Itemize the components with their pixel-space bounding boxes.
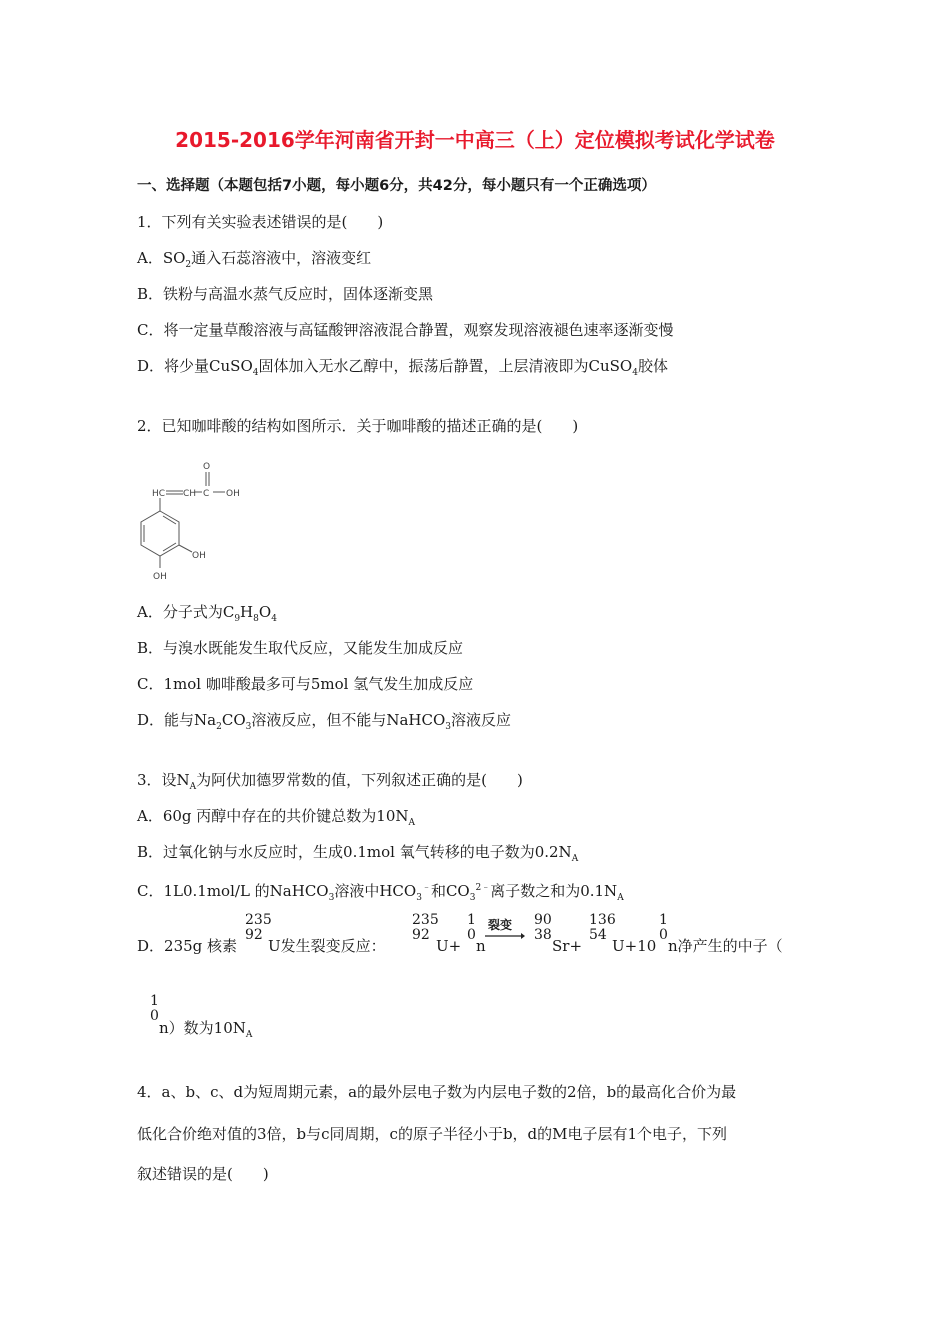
atom-hc: HC — [152, 489, 166, 499]
q1-option-b: B．铁粉与高温水蒸气反应时，固体逐渐变黑 — [137, 285, 434, 303]
q2-option-a: A．分子式为$C_9H_8O_4$ — [137, 603, 277, 624]
neutron-z-1: 0 — [467, 927, 476, 943]
u235-symbol: U发生裂变反应： — [268, 937, 386, 955]
q3-option-a: A．60g 丙醇中存在的共价键总数为$10N_A$ — [137, 807, 416, 828]
page-title: 2015-2016学年河南省开封一中高三（上）定位模拟考试化学试卷 — [175, 128, 775, 152]
q2-option-c: C．1mol 咖啡酸最多可与5mol 氢气发生加成反应 — [137, 675, 474, 693]
atom-oh-acid: OH — [226, 489, 240, 499]
neutron-count-text: n）数为$10N_A$ — [159, 1019, 253, 1040]
neutron-mass-3: 1 — [150, 993, 159, 1009]
q4-line2: 低化合价绝对值的3倍，b与c同周期，c的原子半径小于b，d的M电子层有1个电子，下列 — [137, 1125, 728, 1143]
neutron-z-3: 0 — [150, 1008, 159, 1024]
u235-z: 92 — [245, 927, 263, 943]
xe-mass: 136 — [589, 912, 616, 928]
neutron-symbol-2: n净产生的中子（ — [668, 937, 783, 955]
q2-option-d: D．能与$Na_2CO_3$溶液反应，但不能与NaHCO$_3$溶液反应 — [137, 711, 512, 732]
atom-ch: CH — [183, 489, 197, 499]
caffeic-acid-structure — [135, 458, 255, 593]
q1-option-c: C．将一定量草酸溶液与高锰酸钾溶液混合静置，观察发现溶液褪色速率逐渐变慢 — [137, 321, 674, 339]
sr-z: 38 — [534, 927, 552, 943]
q1-option-d: D．将少量CuSO$_4$固体加入无水乙醇中，振荡后静置，上层清液即为CuSO$_4$胶体 — [137, 357, 668, 378]
neutron-mass-1: 1 — [467, 912, 476, 928]
neutron-symbol-1: n — [476, 937, 486, 955]
atom-c-acid: C — [203, 489, 210, 499]
atom-oh-ring-meta: OH — [192, 551, 206, 561]
atom-o-carbonyl: O — [203, 462, 211, 472]
q3-option-d-label: D．235g 核素 — [137, 937, 238, 955]
xe-symbol: U+10 — [612, 937, 657, 955]
neutron-z-2: 0 — [659, 927, 668, 943]
u235-z-2: 92 — [412, 927, 430, 943]
fission-arrow — [485, 916, 525, 940]
q3-option-c: C．1L0.1mol/L 的NaHCO$_3$溶液中$HCO_3^﹣$和$CO_3^{2﹣}$离子数之和为$0.1N_A$ — [137, 882, 624, 903]
sr-mass: 90 — [534, 912, 552, 928]
q1-option-a: A．$SO_2$通入石蕊溶液中，溶液变红 — [137, 249, 372, 270]
q2-stem: 2．已知咖啡酸的结构如图所示．关于咖啡酸的描述正确的是( ) — [137, 417, 579, 435]
section-heading: 一、选择题（本题包括7小题，每小题6分，共42分，每小题只有一个正确选项） — [137, 178, 656, 194]
arrow-icon — [485, 932, 525, 940]
sr-symbol: Sr+ — [552, 937, 583, 955]
q4-line3: 叙述错误的是( ) — [137, 1165, 269, 1183]
q4-line1: 4．a、b、c、d为短周期元素，a的最外层电子数为内层电子数的2倍，b的最高化合价为最 — [137, 1083, 737, 1101]
q3-stem: 3．设$N_A$为阿伏加德罗常数的值，下列叙述正确的是( ) — [137, 771, 523, 792]
xe-z: 54 — [589, 927, 607, 943]
u235-symbol-2: U+ — [436, 937, 462, 955]
u235-mass-2: 235 — [412, 912, 439, 928]
q2-option-b: B．与溴水既能发生取代反应，又能发生加成反应 — [137, 639, 464, 657]
fission-label: 裂变 — [488, 918, 513, 932]
u235-mass: 235 — [245, 912, 272, 928]
atom-oh-ring-para: OH — [153, 572, 167, 582]
neutron-mass-2: 1 — [659, 912, 668, 928]
q1-stem: 1．下列有关实验表述错误的是( ) — [137, 213, 384, 231]
q3-option-b: B．过氧化钠与水反应时，生成0.1mol 氧气转移的电子数为$0.2N_A$ — [137, 843, 579, 864]
